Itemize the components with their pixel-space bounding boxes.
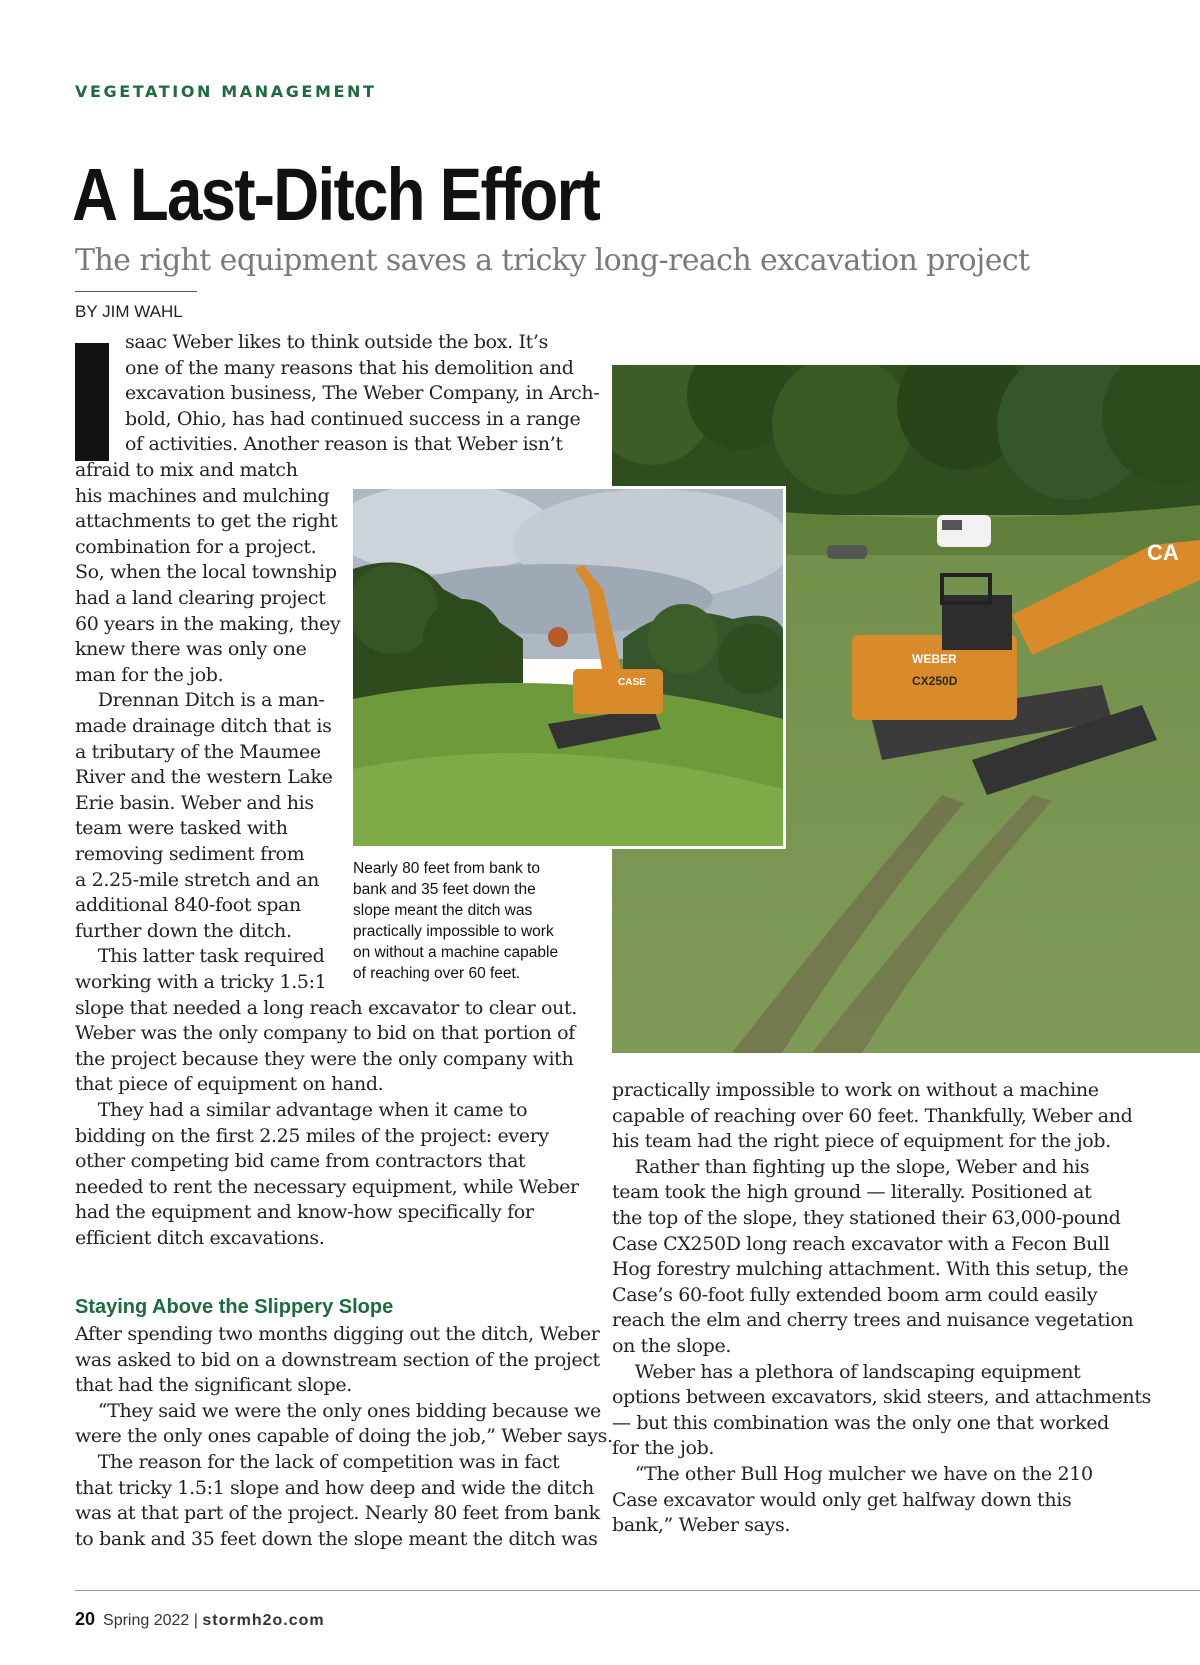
text-line: team took the high ground — literally. Positioned at xyxy=(612,1181,1092,1204)
text-line: Weber has a plethora of landscaping equipment xyxy=(612,1360,1081,1383)
text-line: Drennan Ditch is a man- xyxy=(75,689,325,712)
text-line: Erie basin. Weber and his xyxy=(75,791,314,814)
text-line: bank,” Weber says. xyxy=(612,1514,791,1537)
page-footer: 20 Spring 2022 | stormh2o.com xyxy=(75,1609,325,1629)
text-line: Case’s 60-foot fully extended boom arm could easily xyxy=(612,1283,1098,1306)
text-line: other competing bid came from contractors that xyxy=(75,1150,526,1173)
text-line: his machines and mulching xyxy=(75,484,330,507)
drop-cap xyxy=(75,343,109,461)
text-line: removing sediment from xyxy=(75,843,305,865)
text-line: working with a tricky 1.5:1 xyxy=(75,971,327,993)
text-line: of activities. Another reason is that Weber isn’t xyxy=(125,433,563,456)
text-line: options between excavators, skid steers, and attachments xyxy=(612,1386,1152,1409)
text-line: a tributary of the Maumee xyxy=(75,740,321,763)
photo-caption xyxy=(353,858,613,984)
text-line: Weber was the only company to bid on that portion of xyxy=(75,1022,575,1045)
text-line: attachments to get the right xyxy=(75,510,338,533)
caption-line: slope meant the ditch was xyxy=(353,902,533,919)
issue-label: Spring 2022 xyxy=(103,1612,190,1629)
section-kicker: VEGETATION MANAGEMENT xyxy=(75,82,377,101)
text-line: “They said we were the only ones bidding because we xyxy=(75,1399,601,1422)
text-line: his team had the right piece of equipment for the job. xyxy=(612,1130,1111,1153)
text-line: combination for a project. xyxy=(75,535,317,558)
boom-lettering: CA xyxy=(1147,540,1179,565)
text-line: a 2.25-mile stretch and an xyxy=(75,868,320,891)
text-line: 60 years in the making, they xyxy=(75,612,341,635)
footer-rule xyxy=(75,1590,1200,1591)
text-line: excavation business, The Weber Company, in Arch- xyxy=(125,382,600,405)
title-divider xyxy=(75,291,197,292)
text-line: Rather than fighting up the slope, Weber and his xyxy=(612,1155,1090,1178)
page-number: 20 xyxy=(75,1609,96,1629)
caption-line: Nearly 80 feet from bank to xyxy=(353,860,540,877)
text-line: So, when the local township xyxy=(75,561,337,584)
text-line: They had a similar advantage when it came to xyxy=(75,1099,528,1121)
text-line: capable of reaching over 60 feet. Thankfully, Weber and xyxy=(612,1104,1133,1127)
byline: BY JIM WAHL xyxy=(75,302,183,321)
text-line: knew there was only one xyxy=(75,638,307,661)
text-line: to bank and 35 feet down the slope meant the ditch was xyxy=(75,1527,598,1550)
text-line: The reason for the lack of competition was in fact xyxy=(75,1451,560,1473)
text-line: were the only ones capable of doing the job,” Weber says. xyxy=(75,1425,613,1448)
text-line: bidding on the first 2.25 miles of the project: every xyxy=(75,1124,549,1147)
text-line: the top of the slope, they stationed their 63,000-pound xyxy=(612,1207,1121,1229)
text-line: Case CX250D long reach excavator with a Fecon Bull xyxy=(612,1232,1110,1255)
article-subtitle: The right equipment saves a tricky long-reach excavation project xyxy=(75,243,1030,278)
text-line: had the equipment and know-how specifically for xyxy=(75,1201,534,1224)
text-line: was asked to bid on a downstream section of the project xyxy=(75,1348,600,1371)
text-line: on the slope. xyxy=(612,1335,732,1357)
text-line: needed to rent the necessary equipment, while Weber xyxy=(75,1175,579,1198)
excavator-photo-inset xyxy=(350,486,786,849)
text-line: After spending two months digging out the ditch, Weber xyxy=(75,1323,600,1345)
text-line: “The other Bull Hog mulcher we have on the 210 xyxy=(612,1463,1093,1485)
text-line: team were tasked with xyxy=(75,817,288,840)
text-line: practically impossible to work on without a machine xyxy=(612,1079,1099,1101)
text-line: Case excavator would only get halfway down this xyxy=(612,1488,1072,1511)
text-line: that tricky 1.5:1 slope and how deep and wide the ditch xyxy=(75,1476,594,1499)
text-line: further down the ditch. xyxy=(75,919,292,942)
text-line: saac Weber likes to think outside the box. It’s xyxy=(125,331,549,353)
inset-machine-lettering: CASE xyxy=(618,677,646,688)
cab-lettering: WEBER xyxy=(912,652,957,666)
caption-line: practically impossible to work xyxy=(353,923,554,940)
text-line: afraid to mix and match xyxy=(75,459,298,481)
text-line: that had the significant slope. xyxy=(75,1374,352,1397)
text-line: Hog forestry mulching attachment. With this setup, the xyxy=(612,1258,1129,1281)
caption-line: of reaching over 60 feet. xyxy=(353,965,521,982)
text-line: man for the job. xyxy=(75,663,224,686)
caption-line: on without a machine capable xyxy=(353,944,559,961)
text-line: additional 840-foot span xyxy=(75,894,301,917)
text-line: was at that part of the project. Nearly 80 feet from bank xyxy=(75,1502,600,1525)
text-line: that piece of equipment on hand. xyxy=(75,1073,384,1096)
text-line: for the job. xyxy=(612,1437,715,1460)
model-lettering: CX250D xyxy=(912,674,958,688)
text-line: This latter task required xyxy=(75,945,325,968)
text-line: made drainage ditch that is xyxy=(75,715,332,737)
text-line: one of the many reasons that his demolition and xyxy=(125,356,574,379)
text-line: — but this combination was the only one that worked xyxy=(612,1411,1109,1434)
text-line: had a land clearing project xyxy=(75,587,326,609)
section-heading: Staying Above the Slippery Slope xyxy=(75,1296,394,1318)
website-link[interactable]: stormh2o.com xyxy=(202,1612,325,1629)
caption-line: bank and 35 feet down the xyxy=(353,881,536,898)
text-line: slope that needed a long reach excavator to clear out. xyxy=(75,996,577,1019)
article-title: A Last-Ditch Effort xyxy=(72,153,600,236)
text-line: efficient ditch excavations. xyxy=(75,1227,325,1249)
text-line: bold, Ohio, has had continued success in a range xyxy=(125,407,581,430)
text-line: River and the western Lake xyxy=(75,766,333,789)
text-line: reach the elm and cherry trees and nuisance vegetation xyxy=(612,1309,1134,1332)
text-line: the project because they were the only company with xyxy=(75,1047,574,1070)
